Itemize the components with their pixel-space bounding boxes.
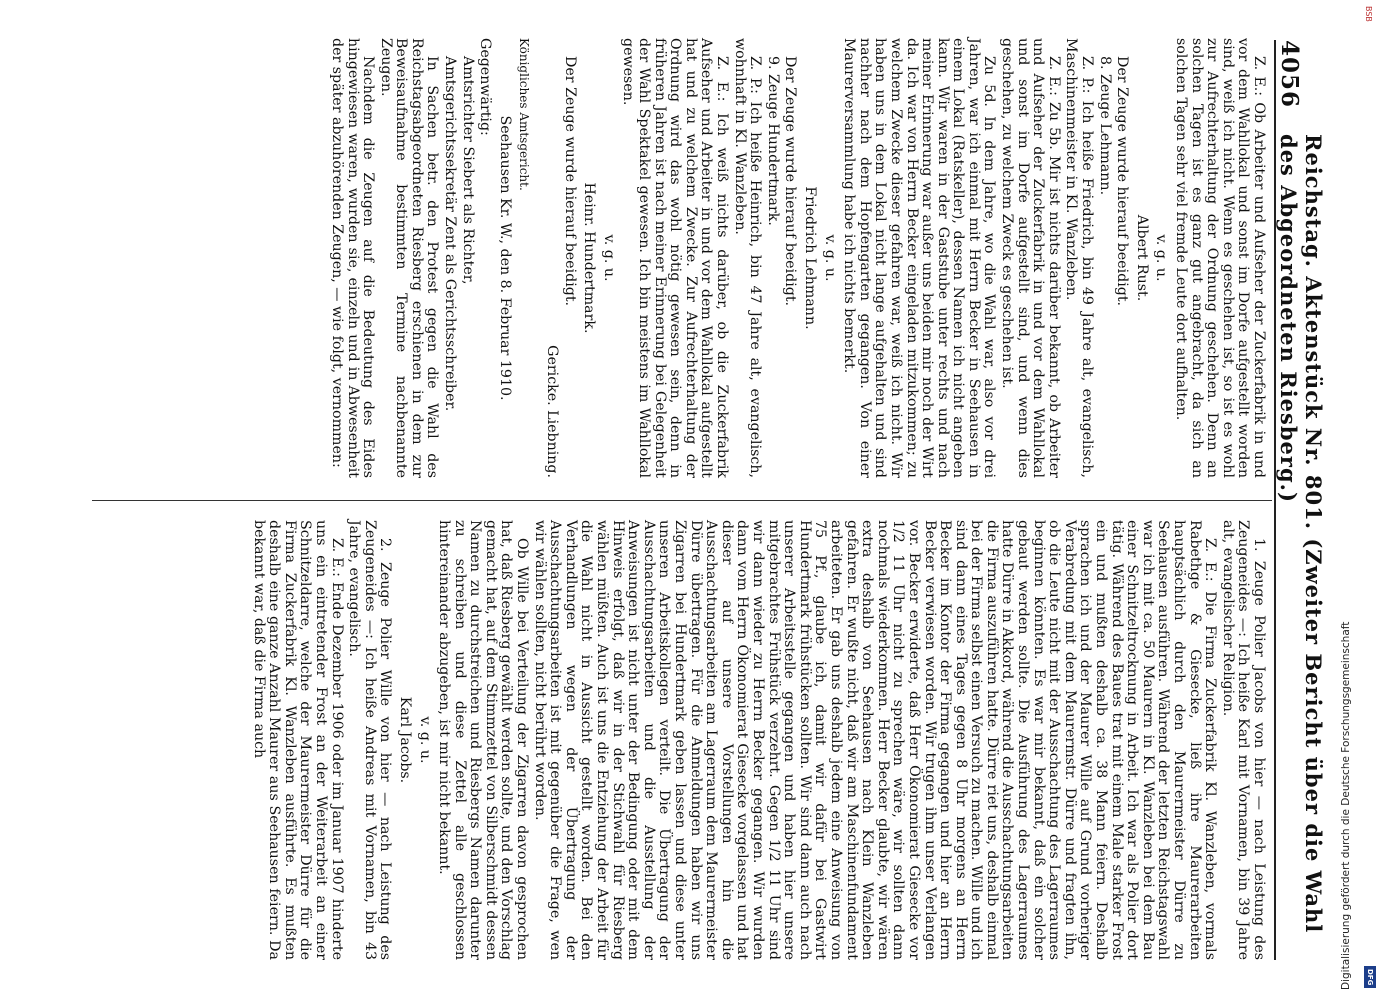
paragraph: Königliches Amtsgericht. [517, 38, 532, 191]
paragraph [533, 38, 541, 478]
paragraph: Z. E.: Ob Arbeiter und Aufseher der Zuckerfabrik in und vor dem Wahllokal und sonst im Dorfe aufgestellt worden sind, weiß ich nicht. Wenn es geschehen ist, so ist es wohl zur Aufrechterhaltung der Ordnung geschehen. Denn an solchen Tagen ist es ganz gut angebracht, da sich an solchen Tagen sehr viel fremde Leute dort aufhalten. [1173, 38, 1267, 478]
paragraph: Gericke. Liebning. [544, 345, 561, 478]
paragraph: Z. E.: Zu 5b. Mir ist nichts darüber bekannt, ob Arbeiter und Aufseher der Zuckerfabrik in und vor dem Wahllokal und sonst im Dorfe aufgestellt sind, und wenn dies geschehen, zu welchem Zweck es geschehen ist. [999, 38, 1062, 478]
paragraph: Z. P.: Ich heiße Heinrich, bin 47 Jahre alt, evangelisch, wohnhaft in Kl. Wanzleben. [731, 38, 764, 478]
paragraph: 2. Zeuge Polier Wille von hier — nach Leistung des Zeugeneides —: Ich heiße Andreas mit Vornamen, bin 43 Jahre, evangelisch. [346, 520, 394, 960]
paragraph: Z. P.: Ich heiße Friedrich, bin 49 Jahre alt, evangelisch, Maschinenmeister in Kl. Wanzleben. [1063, 38, 1096, 478]
column-divider [92, 500, 1272, 501]
library-id-mark: BSB [1364, 6, 1373, 22]
paragraph: v. g. u. [416, 716, 433, 764]
paragraph: Z. E.: Ich weiß nichts darüber, ob die Zuckerfabrik Aufseher und Arbeiter in und vor dem Wahllokal aufgestellt hat und zu welchem Zwecke. Zur Aufrechterhaltung der Ordnung wird das wohl nötig gewesen sein, denn in früheren Jahren ist nach meiner Erinnerung bei Gelegenheit der Wahl Spektakel gewesen. Ich bin meistens im Wahllokal gewesen. [620, 38, 730, 478]
page-header [1274, 40, 1326, 960]
paragraph: Friedrich Lehmann. [801, 186, 818, 330]
paragraph: Der Zeuge wurde hierauf beeidigt. [561, 56, 578, 307]
right-column [248, 520, 1266, 960]
paragraph: Ob Wille bei Verteilung der Zigarren davon gesprochen hat, daß Riesberg gewählt werden sollte, und den Vorschlag gemacht hat, auf dem Stimmzettel von Silberschmidt dessen Namen zu durchstreichen und Riesbergs Namen darunter zu schreiben und diese Zettel alle geschlossen hintereinander abzugeben, ist mir nicht bekannt. [436, 520, 531, 960]
paragraph: Amtsrichter Siebert als Richter, [459, 56, 476, 285]
paragraph: Heinr. Hundertmark. [581, 182, 598, 334]
page-title: Reichstag. Aktenstück Nr. 801. (Zweiter Bericht über die Wahl des Abgeordneten Riesberg.) [1276, 134, 1326, 934]
paragraph: Amtsgerichtssekretär Zent als Gerichtsschreiber. [442, 56, 459, 412]
paragraph: v. g. u. [600, 234, 617, 282]
paragraph: Seehausen Kr. W., den 8. Februar 1910. [496, 115, 513, 401]
paragraph: v. g. u. [1153, 234, 1170, 282]
paragraph: Zu 5d. In dem Jahre, wo die Wahl war, also vor drei Jahren, war ich einmal mit Herrn Becker in Seehausen in einem Lokal (Ratskeller), dessen Namen ich nicht angeben kann. Wir waren in der Gaststube unter rechts und nach meiner Erinnerung war außer uns beiden mir noch der Wirt da. Ich war von Herrn Becker eingeladen mitzukommen; zu welchem Zwecke dieser gefahren war, weiß ich nicht. Wir haben uns in dem Lokal nicht lange aufgehalten und sind nachher nach dem Hopfengarten gegangen. Von einer Maurerversammlung habe ich nichts bemerkt. [841, 38, 998, 478]
digitization-credit-strip [1326, 0, 1366, 1000]
paragraph: 8. Zeuge Lehmann. [1096, 56, 1113, 196]
paragraph: Z. E.: Die Firma Zuckerfabrik Kl. Wanzleben, vormals Rabethge & Giesecke, ließ ihre Maurerarbeiten hauptsächlich durch den Maurermeister Dürre zu Seehausen ausführen. Während der letzten Reichstagswahl war ich mit ca. 50 Maurern in Kl. Wanzleben bei dem Bau einer Schnitzeltrocknung in Arbeit. Ich war als Polier dort tätig. Während des Baues trat mit einem Male starker Frost ein und mußten deshalb ca. 38 Mann feiern. Deshalb sprachen ich und der Maurer Wille auf Grund vorheriger Verabredung mit dem Maurermstr. Dürre und fragten ihn, ob die Leute nicht mit der Ausschachtung des Lagerraumes beginnen könnten. Es war mir bekannt, daß ein solcher gebaut werden sollte. Die Ausführung des Lagerraumes hatte Dürre in Akkord, während die Ausschachtungsarbeiten die Firma auszuführen hatte. Dürre riet uns, deshalb einmal bei der Firma selbst einen Versuch zu machen. Wille und ich sind dann eines Tages gegen 8 Uhr morgens an Herrn Becker im Kontor der Firma gegangen und hier an Herrn Becker verwiesen worden. Wir trugen ihm unser Verlangen vor. Becker erwiderte, daß Herr Ökonomierat Giesecke vor 1/2 11 Uhr nicht zu sprechen wäre, wir sollten dann nochmals wiederkommen. Herr Becker glaubte, wir wären extra deshalb von Seehausen nach Klein Wanzleben gefahren. Er wußte nicht, daß wir am Maschinenfundament arbeiteten. Er gab uns deshalb jedem eine Anweisung von 75 Pf., glaube ich, damit wir dafür bei Gastwirt Hundertmark frühstücken sollten. Wir sind dann auch nach unserer Arbeitsstelle gegangen und haben hier unsere mitgebrachtes Frühstück verzehrt. Gegen 1/2 11 Uhr sind wir dann wieder zu Herrn Becker gegangen. Wir wurden dann vom Herrn Ökonomierat Giesecke vorgelassen und hat dieser auf unsere Vorstellungen hin die Ausschachtungsarbeiten am Lagerraum dem Maurermeister Dürre übertragen. Für die Anmeldungen haben wir uns Zigarren bei Hundertmark geben lassen und diese unter unseren Arbeitskollegen verteilt. Die Übertragung der Ausschachtungsarbeiten und die Ausstellung der Anweisungen ist nicht unter der Bedingung oder mit dem Hinweis erfolgt, daß wir in der Stichwahl für Riesberg wählen müßten. Auch ist uns die Entziehung der Arbeit für die Wahl nicht in Aussicht gestellt worden. Bei den Verhandlungen wegen der Übertragung der Ausschachtungsarbeiten ist mit gegenüber die Frage, wen wir wählen sollten, nicht berührt worden. [531, 520, 1219, 960]
paragraph: In Sachen betr. den Protest gegen die Wahl des Reichstagsabgeordneten Riesberg erschienen in dem zur Beweisaufnahme bestimmten Termine nachbenannte Zeugen. [377, 38, 441, 478]
paragraph: Gegenwärtig: [477, 38, 494, 136]
paragraph: Z. E.: Ende Dezember 1906 oder im Januar 1907 hinderte uns ein eintretender Frost an der Weiterarbeit an einer Schnitzeldarre, welche der Maurermeister Dürre für die Firma Zuckerfabrik Kl. Wanzleben ausführte. Es mußten deshalb eine ganze Anzahl Maurer aus Seehausen feiern. Da bekannt war, daß die Firma auch [250, 520, 345, 960]
digitization-credit: Digitalisierung gefördert durch die Deutsche Forschungsgemeinschaft [1340, 621, 1352, 990]
page-number: 4056 [1276, 40, 1303, 109]
paragraph: Der Zeuge wurde hierauf beeidigt. [782, 56, 799, 307]
dfg-logo-icon: DFG [1364, 966, 1376, 988]
paragraph: v. g. u. [821, 234, 838, 282]
left-column [326, 38, 1266, 478]
paragraph: Karl Jacobs. [396, 696, 413, 784]
paragraph: 1. Zeuge Polier Jacobs von hier — nach Leistung des Zeugeneides —: Ich heiße Karl mit Vornamen, bin 39 Jahre alt, evangelischer Religion. [1219, 520, 1267, 960]
paragraph: 9. Zeuge Hundertmark. [764, 56, 781, 226]
paragraph: Der Zeuge wurde hierauf beeidigt. [1114, 56, 1131, 307]
paragraph: Albert Rust. [1133, 214, 1150, 302]
paragraph: Nachdem die Zeugen auf die Bedeutung des Eides hingewiesen waren, wurden sie, einzeln und in Abwesenheit der später abzuhörenden Zeugen, — wie folgt, vernommen: [328, 38, 377, 478]
